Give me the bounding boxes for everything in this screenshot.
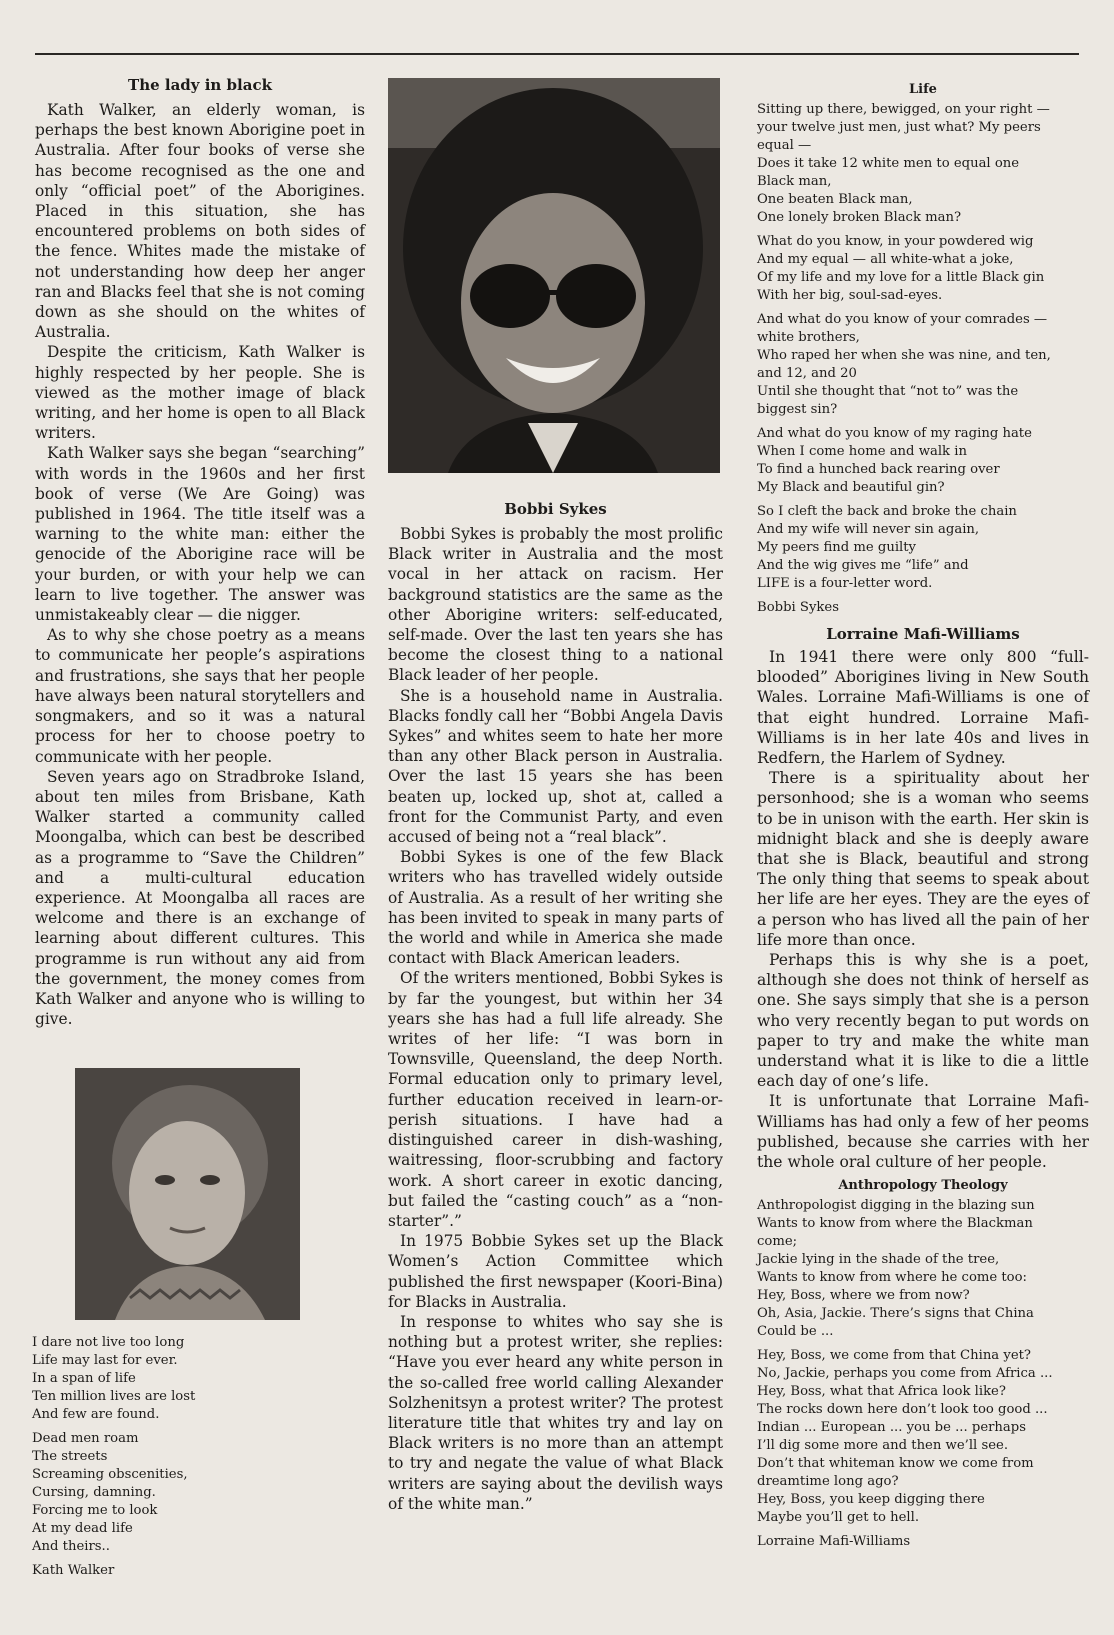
poem-line: Indian ... European ... you be ... perhaps bbox=[757, 1420, 1026, 1436]
column-life-and-lorraine bbox=[757, 76, 1089, 1551]
article-body bbox=[388, 524, 723, 1514]
poem-title: Life bbox=[909, 82, 937, 97]
poem-stanza bbox=[32, 1334, 362, 1424]
poem-line: At my dead life bbox=[32, 1521, 133, 1536]
poem-line: No, Jackie, perhaps you come from Africa ... bbox=[757, 1366, 1053, 1382]
poem-line: My Black and beautiful gin? bbox=[757, 480, 945, 495]
kath-walker-photo bbox=[75, 1068, 300, 1320]
paragraph: She is a household name in Australia. Blacks fondly call her “Bobbi Angela Davis Sykes” and whites seem to hate her more than any other Black person in Australia. Over the last 15 years she has been beaten up, locked up, shot at, called a front for the Communist Party, and even accused of being not a “real black”. bbox=[388, 686, 723, 847]
poem-line: And the wig gives me “life” and bbox=[757, 558, 969, 573]
poem-line: Don’t that whiteman know we come from bbox=[757, 1456, 1034, 1472]
poem-line: Life may last for ever. bbox=[32, 1353, 178, 1368]
poem-stanza bbox=[757, 1197, 1089, 1341]
poem-line: Ten million lives are lost bbox=[32, 1389, 196, 1404]
paragraph: There is a spirituality about her personhood; she is a woman who seems to be in unison with the earth. Her skin is midnight black and she is deeply aware that she is Black, beautiful and strong The only thing that seems to speak about her life are her eyes. They are the eyes of a person who has lived all the pain of her life more than once. bbox=[757, 769, 1089, 949]
poem-line: And my wife will never sin again, bbox=[757, 522, 980, 537]
paragraph: Bobbi Sykes is probably the most prolific Black writer in Australia and the most vocal in her attack on racism. Her background statistics are the same as the other Aborigine writers: self-educated, self-made. Over the last ten years she has become the closest thing to a national Black leader of her people. bbox=[388, 525, 723, 685]
poem-author: Kath Walker bbox=[32, 1563, 115, 1578]
paragraph: It is unfortunate that Lorraine Mafi-Williams has had only a few of her peoms published, because she carries with her the whole oral culture of her people. bbox=[757, 1092, 1089, 1172]
poem-line: and 12, and 20 bbox=[757, 366, 857, 381]
poem-line: When I come home and walk in bbox=[757, 444, 967, 459]
paragraph: Bobbi Sykes is one of the few Black writers who has travelled widely outside of Australia. As a result of her writing she has been invited to speak in many parts of the world and while in America she made contact with Black American leaders. bbox=[388, 848, 723, 968]
poem-stanza bbox=[757, 425, 1089, 497]
poem-line: I dare not live too long bbox=[32, 1335, 185, 1350]
poem-line: Does it take 12 white men to equal one bbox=[757, 156, 1020, 171]
article-title: Bobbi Sykes bbox=[504, 500, 607, 518]
anthropology-theology-poem bbox=[757, 1197, 1089, 1527]
poem-line: So I cleft the back and broke the chain bbox=[757, 504, 1017, 519]
poem-stanza bbox=[757, 101, 1089, 227]
paragraph: In 1941 there were only 800 “full-blooded” Aborigines living in New South Wales. Lorraine Mafi-Williams is one of that eight hundred. Lorraine Mafi-Williams is in her late 40s and lives in Redfern, the Harlem of Sydney. bbox=[757, 648, 1089, 768]
poem-line: Could be ... bbox=[757, 1324, 834, 1340]
article-body bbox=[757, 647, 1089, 1172]
paragraph: As to why she chose poetry as a means to communicate her people’s aspirations and frustrations, she says that her people have always been natural storytellers and songmakers, and so it was a natural process for her to choose poetry to communicate with her people. bbox=[35, 626, 365, 766]
poem-author: Bobbi Sykes bbox=[757, 600, 839, 615]
life-poem bbox=[757, 101, 1089, 593]
poem-line: Screaming obscenities, bbox=[32, 1467, 188, 1482]
poem-line: My peers find me guilty bbox=[757, 540, 917, 555]
paragraph: Perhaps this is why she is a poet, although she does not think of herself as one. She says simply that she is a person who very recently began to put words on paper to try and make the white man understand what it is like to die a little each day of one’s life. bbox=[757, 951, 1089, 1091]
poem-line: your twelve just men, just what? My peers bbox=[757, 120, 1041, 135]
poem-author: Lorraine Mafi-Williams bbox=[757, 1534, 911, 1550]
poem-line: With her big, soul-sad-eyes. bbox=[757, 288, 943, 303]
poem-line: Wants to know from where the Blackman bbox=[757, 1216, 1033, 1232]
paragraph: In response to whites who say she is nothing but a protest writer, she replies: “Have you ever heard any white person in the so-called free world calling Alexander Solzhenitsyn a protest writer? The protest literature title that whites try and lay on Black writers is no more than an attempt to try and negate the value of what Black writers are saying about the devilish ways of the white man.” bbox=[388, 1312, 723, 1513]
poem-line: LIFE is a four-letter word. bbox=[757, 576, 933, 591]
article-title: Lorraine Mafi-Williams bbox=[826, 625, 1020, 643]
poem-line: One lonely broken Black man? bbox=[757, 210, 962, 225]
poem-line: The streets bbox=[32, 1449, 108, 1464]
poem-line: white brothers, bbox=[757, 330, 860, 345]
poem-line: And what do you know of your comrades — bbox=[757, 312, 1048, 327]
poem-line: What do you know, in your powdered wig bbox=[757, 234, 1034, 249]
portrait-illustration bbox=[388, 78, 720, 473]
poem-line: Hey, Boss, where we from now? bbox=[757, 1288, 970, 1304]
poem-line: Of my life and my love for a little Black gin bbox=[757, 270, 1045, 285]
poem-line: Who raped her when she was nine, and ten, bbox=[757, 348, 1051, 363]
top-rule bbox=[35, 53, 1079, 55]
poem-line: And theirs.. bbox=[32, 1539, 110, 1554]
poem-line: Cursing, damning. bbox=[32, 1485, 156, 1500]
poem-line: To find a hunched back rearing over bbox=[757, 462, 1000, 477]
paragraph: Kath Walker, an elderly woman, is perhaps the best known Aborigine poet in Australia. After four books of verse she has become recognised as the one and only “official poet” of the Aborigines. Placed in this situation, she has encountered problems on both sides of the fence. Whites made the mistake of not understanding how deep her anger ran and Blacks feel that she is not coming down as she should on the whites of Australia. bbox=[35, 101, 365, 342]
column-bobbi-sykes bbox=[388, 500, 723, 1514]
article-title: The lady in black bbox=[128, 76, 272, 94]
poem-line: Oh, Asia, Jackie. There’s signs that China bbox=[757, 1306, 1034, 1322]
poem-line: And what do you know of my raging hate bbox=[757, 426, 1032, 441]
poem-line: And my equal — all white-what a joke, bbox=[757, 252, 1014, 267]
poem-line: I’ll dig some more and then we’ll see. bbox=[757, 1438, 1009, 1454]
paragraph: Of the writers mentioned, Bobbi Sykes is by far the youngest, but within her 34 years she has had a full life already. She writes of her life: “I was born in Townsville, Queensland, the deep North. Formal education only to primary level, further education received in learn-or-perish situations. I have had a distinguished career in dish-washing, waitressing, floor-scrubbing and factory work. A short career in exotic dancing, but failed the “casting couch” as a “non-starter”.” bbox=[388, 969, 723, 1230]
paragraph: In 1975 Bobbie Sykes set up the Black Women’s Action Committee which published the first newspaper (Koori-Bina) for Blacks in Australia. bbox=[388, 1232, 723, 1311]
kath-walker-poem bbox=[32, 1334, 362, 1580]
poem-stanza bbox=[757, 311, 1089, 419]
poem-line: dreamtime long ago? bbox=[757, 1474, 899, 1490]
poem-line: Until she thought that “not to” was the bbox=[757, 384, 1019, 399]
poem-line: Maybe you’ll get to hell. bbox=[757, 1510, 920, 1526]
poem-line: Anthropologist digging in the blazing sun bbox=[757, 1198, 1035, 1214]
poem-stanza bbox=[757, 1347, 1089, 1527]
poem-line: Hey, Boss, what that Africa look like? bbox=[757, 1384, 1006, 1400]
paragraph: Despite the criticism, Kath Walker is highly respected by her people. She is viewed as the mother image of black writing, and her home is open to all Black writers. bbox=[35, 343, 365, 443]
poem-line: Sitting up there, bewigged, on your right — bbox=[757, 102, 1050, 117]
poem-line: One beaten Black man, bbox=[757, 192, 913, 207]
poem-line: Dead men roam bbox=[32, 1431, 139, 1446]
paragraph: Seven years ago on Stradbroke Island, about ten miles from Brisbane, Kath Walker started a community called Moongalba, which can best be described as a programme to “Save the Children” and a multi-cultural education experience. At Moongalba all races are welcome and there is an exchange of learning about different cultures. This programme is run without any aid from the government, the money comes from Kath Walker and anyone who is willing to give. bbox=[35, 767, 365, 1029]
poem-line: come; bbox=[757, 1234, 798, 1250]
poem-line: Hey, Boss, you keep digging there bbox=[757, 1492, 985, 1508]
poem-line: equal — bbox=[757, 138, 812, 153]
portrait-illustration bbox=[75, 1068, 300, 1320]
poem-line: Wants to know from where he come too: bbox=[757, 1270, 1028, 1286]
poem-title: Anthropology Theology bbox=[838, 1178, 1008, 1194]
poem-stanza bbox=[757, 233, 1089, 305]
poem-line: Hey, Boss, we come from that China yet? bbox=[757, 1348, 1031, 1364]
poem-line: Black man, bbox=[757, 174, 832, 189]
column-kath-walker bbox=[35, 76, 365, 1029]
paragraph: Kath Walker says she began “searching” with words in the 1960s and her first book of verse (We Are Going) was published in 1964. The title itself was a warning to the white man: either the genocide of the Aborigine race will be your burden, or with your help we can learn to live together. The answer was unmistakeably clear — die nigger. bbox=[35, 444, 365, 625]
bobbi-sykes-photo bbox=[388, 78, 720, 473]
poem-line: Jackie lying in the shade of the tree, bbox=[757, 1252, 1000, 1268]
poem-line: In a span of life bbox=[32, 1371, 136, 1386]
poem-line: biggest sin? bbox=[757, 402, 838, 417]
poem-line: The rocks down here don’t look too good ... bbox=[757, 1402, 1048, 1418]
poem-stanza bbox=[32, 1430, 362, 1556]
poem-line: And few are found. bbox=[32, 1407, 160, 1422]
poem-stanza bbox=[757, 503, 1089, 593]
poem-line: Forcing me to look bbox=[32, 1503, 158, 1518]
article-body bbox=[35, 100, 365, 1029]
